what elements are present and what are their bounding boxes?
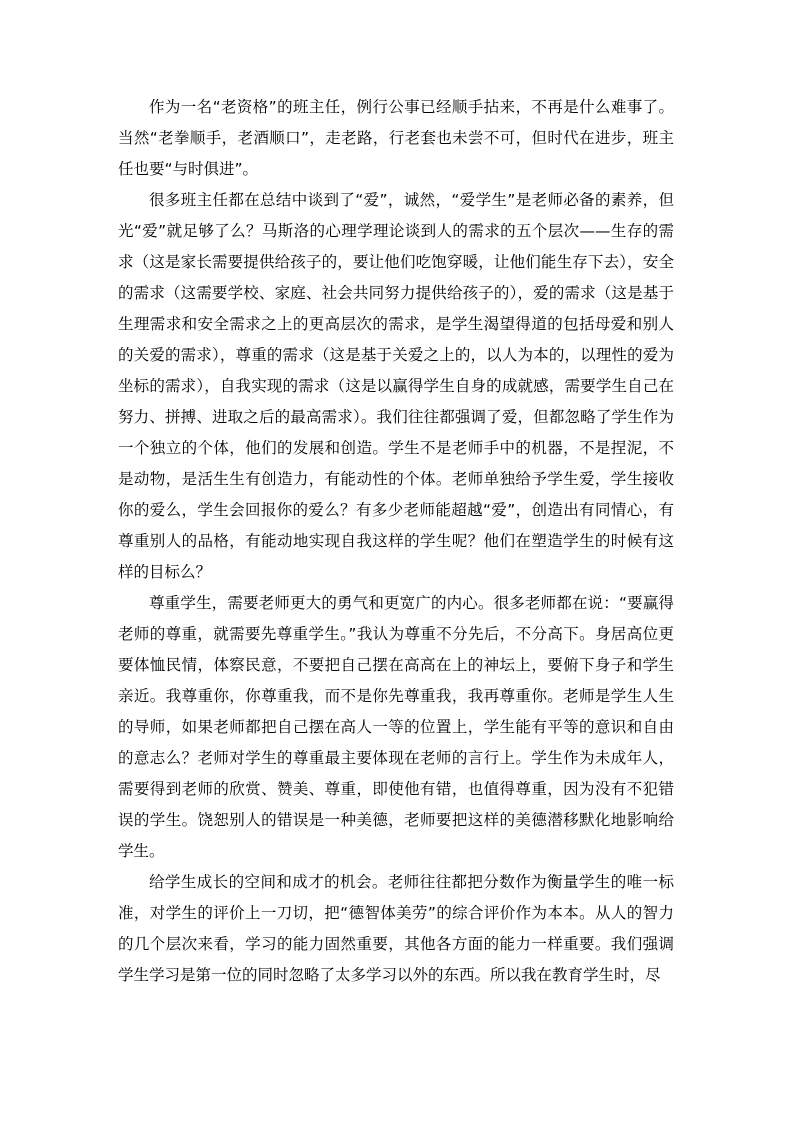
paragraph-2: 很多班主任都在总结中谈到了“爱”，诚然，“爱学生”是老师必备的素养，但光“爱”就足够了么？马斯洛的心理学理论谈到人的需求的五个层次——生存的需求（这是家长需要提供给孩子的，要让他们吃饱穿暖，让他们能生存下去），安全的需求（这需要学校、家庭、社会共同努力提供给孩子的），爱的需求（这是基于生理需求和安全需求之上的更高层次的需求，是学生渴望得道的包括母爱和别人的关爱的需求），尊重的需求（这是基于关爱之上的，以人为本的，以理性的爱为坐标的需求），自我实现的需求（这是以赢得学生自身的成就感，需要学生自己在努力、拼搏、进取之后的最高需求）。我们往往都强调了爱，但都忽略了学生作为一个独立的个体，他们的发展和创造。学生不是老师手中的机器，不是捏泥，不是动物，是活生生有创造力，有能动性的个体。老师单独给予学生爱，学生接收你的爱么，学生会回报你的爱么？有多少老师能超越“爱”，创造出有同情心，有尊重别人的品格，有能动地实现自我这样的学生呢？他们在塑造学生的时候有这样的目标么？	[118, 191, 674, 581]
paragraph-3: 尊重学生，需要老师更大的勇气和更宽广的内心。很多老师都在说：“要赢得老师的尊重，就需要先尊重学生。”我认为尊重不分先后，不分高下。身居高位更要体恤民情，体察民意，不要把自己摆在高高在上的神坛上，要俯下身子和学生亲近。我尊重你，你尊重我，而不是你先尊重我，我再尊重你。老师是学生人生的导师，如果老师都把自己摆在高人一等的位置上，学生能有平等的意识和自由的意志么？老师对学生的尊重最主要体现在老师的言行上。学生作为未成年人，需要得到老师的欣赏、赞美、尊重，即使他有错，也值得尊重，因为没有不犯错误的学生。饶恕别人的错误是一种美德，老师要把这样的美德潜移默化地影响给学生。	[118, 594, 674, 860]
paragraph-1: 作为一名“老资格”的班主任，例行公事已经顺手拈来，不再是什么难事了。当然“老拳顺手，老酒顺口”，走老路，行老套也未尝不可，但时代在进步，班主任也要“与时俱进”。	[118, 98, 674, 178]
document-body	[118, 92, 674, 991]
paragraph-4: 给学生成长的空间和成才的机会。老师往往都把分数作为衡量学生的唯一标准，对学生的评价上一刀切，把“德智体美劳”的综合评价作为本本。从人的智力的几个层次来看，学习的能力固然重要，其他各方面的能力一样重要。我们强调学生学习是第一位的同时忽略了太多学习以外的东西。所以我在教育学生时，尽	[118, 873, 674, 984]
